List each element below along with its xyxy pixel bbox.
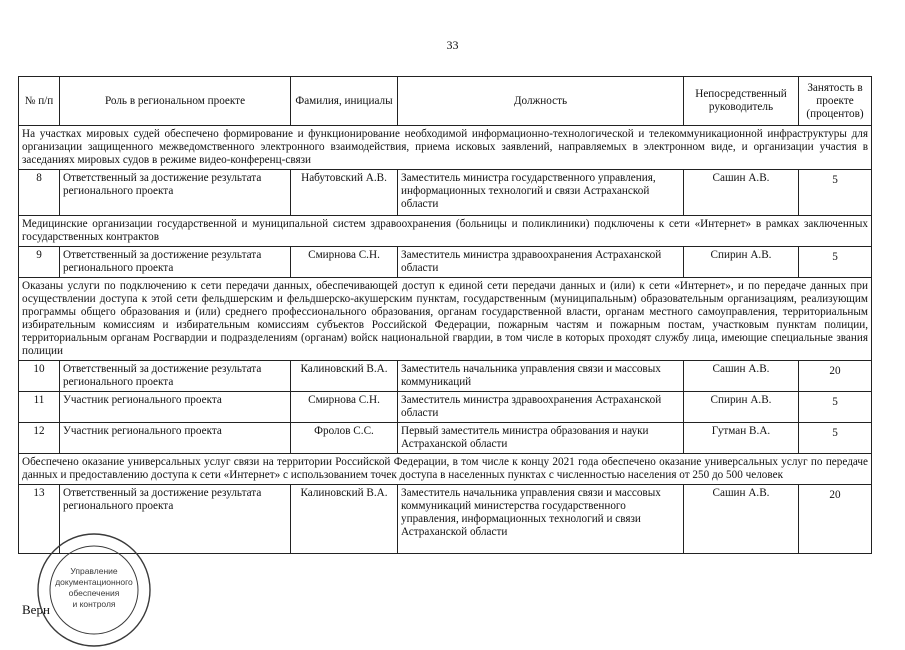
table-row xyxy=(19,392,872,423)
section-heading: На участках мировых судей обеспечено формирование и функционирование необходимой информационно-технологической и телекоммуникационной инфраструктуры для организации защищенного межведомственного электронного взаимодействия, приема исковых заявлений, направляемых в электронном виде, и организации участия в заседаниях мировых судов в режиме видео-конференц-связи xyxy=(19,126,872,170)
cell-position: Заместитель министра государственного управления, информационных технологий и связи Астраханской области xyxy=(398,170,684,216)
cell-num: 8 xyxy=(19,170,60,216)
section-row xyxy=(19,454,872,485)
cell-role: Ответственный за достижение результата регионального проекта xyxy=(60,247,291,278)
header-position: Должность xyxy=(398,77,684,126)
cell-supervisor: Гутман В.А. xyxy=(684,423,799,454)
cell-num: 9 xyxy=(19,247,60,278)
section-row xyxy=(19,278,872,361)
table-row xyxy=(19,170,872,216)
cell-name: Набутовский А.В. xyxy=(291,170,398,216)
footer-fragment: Верн xyxy=(22,602,50,617)
stamp-line-1: Управление xyxy=(70,566,118,576)
table-row xyxy=(19,361,872,392)
cell-workload xyxy=(799,392,872,423)
header-supervisor: Непосредственный руководитель xyxy=(684,77,799,126)
cell-role: Ответственный за достижение результата регионального проекта xyxy=(60,170,291,216)
cell-name: Смирнова С.Н. xyxy=(291,392,398,423)
staff-table xyxy=(18,76,872,554)
cell-supervisor: Спирин А.В. xyxy=(684,247,799,278)
table-row xyxy=(19,247,872,278)
cell-position: Заместитель министра здравоохранения Астраханской области xyxy=(398,392,684,423)
cell-workload xyxy=(799,247,872,278)
workload-value: 5 xyxy=(832,251,838,263)
cell-name: Фролов С.С. xyxy=(291,423,398,454)
section-row xyxy=(19,216,872,247)
section-heading: Обеспечено оказание универсальных услуг связи на территории Российской Федерации, в том числе к концу 2021 года обеспечено оказание универсальных услуг по передаче данных и предоставлению доступа к сети «Интернет» с использованием точек доступа в населенных пунктах с численностью населения от 250 до 500 человек xyxy=(19,454,872,485)
cell-position: Заместитель министра здравоохранения Астраханской области xyxy=(398,247,684,278)
cell-num: 13 xyxy=(19,485,60,554)
cell-supervisor: Спирин А.В. xyxy=(684,392,799,423)
cell-position: Заместитель начальника управления связи и массовых коммуникаций xyxy=(398,361,684,392)
cell-name: Калиновский В.А. xyxy=(291,485,398,554)
workload-value: 5 xyxy=(832,396,838,408)
cell-workload xyxy=(799,170,872,216)
workload-value: 5 xyxy=(832,427,838,439)
stamp-line-3: обеспечения xyxy=(68,588,120,598)
cell-num: 12 xyxy=(19,423,60,454)
header-role: Роль в региональном проекте xyxy=(60,77,291,126)
stamp-seal xyxy=(34,530,154,650)
cell-position: Первый заместитель министра образования и науки Астраханской области xyxy=(398,423,684,454)
cell-supervisor: Сашин А.В. xyxy=(684,485,799,554)
cell-workload xyxy=(799,423,872,454)
page-number: 33 xyxy=(446,38,459,52)
workload-value: 20 xyxy=(829,365,841,377)
cell-supervisor: Сашин А.В. xyxy=(684,361,799,392)
section-row xyxy=(19,126,872,170)
stamp-line-4: и контроля xyxy=(72,599,116,609)
cell-role: Ответственный за достижение результата регионального проекта xyxy=(60,485,291,554)
section-heading: Медицинские организации государственной и муниципальной систем здравоохранения (больницы и поликлиники) подключены к сети «Интернет» в рамках заключенных государственных контрактов xyxy=(19,216,872,247)
cell-supervisor: Сашин А.В. xyxy=(684,170,799,216)
stamp-line-2: документационного xyxy=(55,577,133,587)
cell-name: Смирнова С.Н. xyxy=(291,247,398,278)
cell-role: Участник регионального проекта xyxy=(60,392,291,423)
header-name: Фамилия, инициалы xyxy=(291,77,398,126)
workload-value: 5 xyxy=(832,174,838,186)
cell-role: Ответственный за достижение результата регионального проекта xyxy=(60,361,291,392)
cell-workload xyxy=(799,361,872,392)
header-row xyxy=(19,77,872,126)
workload-value: 20 xyxy=(829,489,841,501)
header-num: № п/п xyxy=(19,77,60,126)
table-row xyxy=(19,423,872,454)
cell-position: Заместитель начальника управления связи и массовых коммуникаций министерства государственного управления, информационных технологий и связи Астраханской области xyxy=(398,485,684,554)
cell-name: Калиновский В.А. xyxy=(291,361,398,392)
header-workload: Занятость в проекте (процентов) xyxy=(799,77,872,126)
section-heading: Оказаны услуги по подключению к сети передачи данных, обеспечивающей доступ к единой сети передачи данных и (или) к сети «Интернет», и по передаче данных при осуществлении доступа к этой сети фельдшерским и фельдшерско-акушерским пунктам, государственным (муниципальным) образовательным организациям, реализующим программы общего образования и (или) среднего профессионального образования, органам государственной власти, органам местного самоуправления, территориальным избирательным комиссиям и избирательным комиссиям субъектов Российской Федерации, пожарным частям и пожарным постам, участковым пунктам полиции, территориальным органам Росгвардии и подразделениям (органам) войск национальной гвардии, в том числе в которых проходят службу лица, имеющие специальные звания полиции xyxy=(19,278,872,361)
cell-role: Участник регионального проекта xyxy=(60,423,291,454)
cell-workload xyxy=(799,485,872,554)
cell-num: 11 xyxy=(19,392,60,423)
cell-num: 10 xyxy=(19,361,60,392)
